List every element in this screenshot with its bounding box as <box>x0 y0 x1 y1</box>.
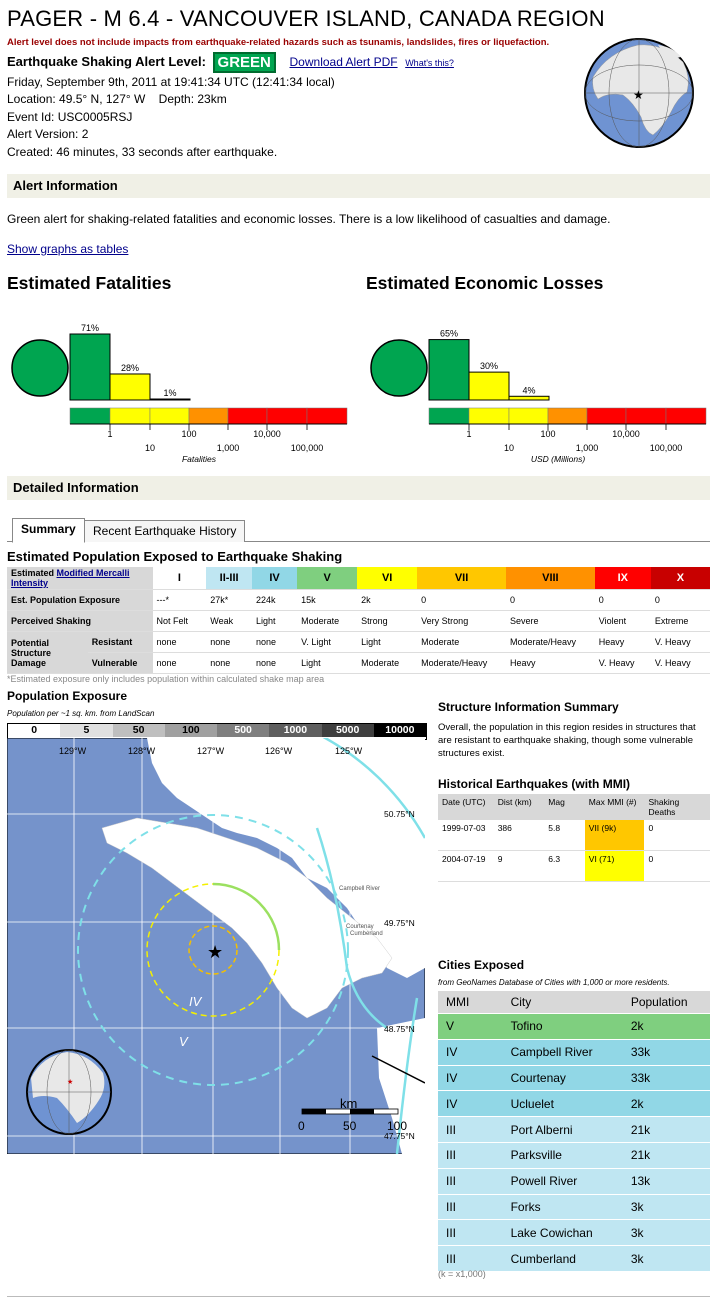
intensity-label-v: V <box>179 1034 188 1049</box>
scale-tick-1: 50 <box>343 1119 357 1133</box>
epicenter-star-icon: ★ <box>207 942 224 962</box>
city-row <box>438 1246 710 1272</box>
city-cell: 21k <box>623 1117 710 1143</box>
city-cell: Ucluelet <box>503 1091 623 1117</box>
fatalities-scale-seg-0 <box>70 408 110 424</box>
resistant-row <box>7 632 710 653</box>
event-id: Event Id: USC0005RSJ <box>7 110 133 124</box>
shaking-cell-7: Violent <box>595 611 651 632</box>
historical-col-2: Mag <box>548 797 565 807</box>
shaking-cell-5: Very Strong <box>417 611 506 632</box>
losses-tick-upper-0: 1 <box>466 429 472 439</box>
globe-locator-map <box>583 37 695 149</box>
city-row <box>438 1220 710 1246</box>
cities-subheading: from GeoNames Database of Cities with 1,000 or more residents. <box>438 978 670 987</box>
losses-scale-seg-5 <box>626 408 666 424</box>
mmi-row <box>7 567 710 590</box>
shaking-cell-3: Moderate <box>297 611 357 632</box>
historical-table <box>438 794 710 882</box>
shaking-cell-8: Extreme <box>651 611 710 632</box>
city-cell: Campbell River <box>503 1039 623 1065</box>
shaking-cell-0: Not Felt <box>153 611 207 632</box>
mmi-header-6: VIII <box>506 567 595 590</box>
city-cell: IV <box>438 1091 503 1117</box>
city-cell: III <box>438 1220 503 1246</box>
fatalities-tick-upper-2: 10,000 <box>253 429 281 439</box>
mmi-header-1: II-III <box>206 567 252 590</box>
mmi-header-5: VII <box>417 567 506 590</box>
historical-cell: 0 <box>648 854 654 864</box>
losses-axis-label: USD (Millions) <box>530 454 586 464</box>
inset-location-icon: ★ <box>67 1079 74 1086</box>
lon-label-3: 126°W <box>265 746 293 756</box>
city-row <box>438 1117 710 1143</box>
losses-scale-seg-2 <box>509 408 548 424</box>
alert-info-text: Green alert for shaking-related fatalities and economic losses. There is a low likelihood of casualties and damage. <box>7 212 611 226</box>
losses-scale-seg-3 <box>548 408 587 424</box>
lat-label-3: 47.75°N <box>384 1131 415 1141</box>
pop-exposure-heading: Population Exposure <box>7 689 128 703</box>
damage-row-label: Potential Structure Damage <box>7 632 88 674</box>
alert-version: Alert Version: 2 <box>7 127 89 141</box>
losses-scale-seg-0 <box>429 408 469 424</box>
vulnerable-cell-6: Heavy <box>506 653 595 674</box>
mmi-header-4: VI <box>357 567 417 590</box>
mmi-header-7: IX <box>595 567 651 590</box>
alert-level-row <box>7 52 454 73</box>
vulnerable-row <box>7 653 710 674</box>
fatalities-bar-label-0: 71% <box>80 323 100 333</box>
resistant-cell-2: none <box>252 632 297 653</box>
city-cell: V <box>438 1014 503 1040</box>
population-row-label: Est. Population Exposure <box>7 590 153 611</box>
shaking-cell-2: Light <box>252 611 297 632</box>
fatalities-tick-lower-0: 10 <box>144 443 156 453</box>
city-cell: Powell River <box>503 1168 623 1194</box>
population-cell-7: 0 <box>595 590 651 611</box>
tab-recent-history[interactable]: Recent Earthquake History <box>84 520 245 542</box>
cities-heading: Cities Exposed <box>438 958 525 972</box>
losses-tick-lower-0: 10 <box>503 443 515 453</box>
losses-bar-1 <box>469 372 509 400</box>
resistant-cell-5: Moderate <box>417 632 506 653</box>
legend-item-7: 10000 <box>374 724 426 737</box>
fatalities-chart <box>7 320 352 465</box>
structure-text: Overall, the population in this region resides in structures that are resistant to earthquake shaking, though some vulnerable structures exist. <box>438 722 696 759</box>
shaking-row <box>7 611 710 632</box>
losses-tick-upper-1: 100 <box>540 429 556 439</box>
city-cell: Port Alberni <box>503 1117 623 1143</box>
historical-cell: 2004-07-19 <box>442 854 486 864</box>
pop-exposure-subheading: Population per ~1 sq. km. from LandScan <box>7 709 155 718</box>
cities-col-0: MMI <box>438 991 503 1014</box>
lat-label-1: 49.75°N <box>384 918 415 928</box>
vulnerable-label: Vulnerable <box>88 653 153 674</box>
alert-level-badge: GREEN <box>213 52 276 73</box>
shaking-cell-4: Strong <box>357 611 417 632</box>
losses-bar-0 <box>429 340 469 400</box>
losses-bar-label-0: 65% <box>439 328 459 339</box>
place-label-0: Campbell River <box>339 886 381 892</box>
vulnerable-cell-2: none <box>252 653 297 674</box>
city-row <box>438 1142 710 1168</box>
population-cell-0: ---* <box>153 590 207 611</box>
resistant-label: Resistant <box>88 632 153 653</box>
historical-cell: 1999-07-03 <box>442 823 486 833</box>
city-cell: IV <box>438 1065 503 1091</box>
shaking-row-label: Perceived Shaking <box>7 611 153 632</box>
population-map <box>7 738 425 1154</box>
losses-bar-label-1: 30% <box>479 361 499 372</box>
download-pdf-link[interactable]: Download Alert PDF <box>289 54 398 69</box>
city-cell: III <box>438 1246 503 1272</box>
city-cell: 3k <box>623 1246 710 1272</box>
legend-item-4: 500 <box>217 724 269 737</box>
city-cell: 3k <box>623 1194 710 1220</box>
fatalities-scale-seg-1 <box>110 408 150 424</box>
historical-heading: Historical Earthquakes (with MMI) <box>438 777 631 791</box>
legend-item-0: 0 <box>8 724 60 737</box>
legend-item-5: 1000 <box>269 724 321 737</box>
resistant-cell-4: Light <box>357 632 417 653</box>
city-cell: 13k <box>623 1168 710 1194</box>
losses-bar-label-2: 4% <box>522 385 536 396</box>
losses-alert-circle-icon <box>371 340 427 396</box>
vulnerable-cell-5: Moderate/Heavy <box>417 653 506 674</box>
population-cell-6: 0 <box>506 590 595 611</box>
fatalities-alert-circle-icon <box>12 340 68 396</box>
population-row <box>7 590 710 611</box>
population-cell-2: 224k <box>252 590 297 611</box>
lon-label-4: 125°W <box>335 746 363 756</box>
historical-cell: 5.8 <box>548 823 561 833</box>
resistant-cell-8: V. Heavy <box>651 632 710 653</box>
fatalities-tick-lower-2: 100,000 <box>290 443 324 453</box>
cities-footnote: (k = x1,000) <box>438 1269 486 1279</box>
city-cell: 2k <box>623 1091 710 1117</box>
population-cell-8: 0 <box>651 590 710 611</box>
exposure-footnote: *Estimated exposure only includes population within calculated shake map area <box>7 674 325 684</box>
event-date: Friday, September 9th, 2011 at 19:41:34 UTC (12:41:34 local) <box>7 75 335 89</box>
show-graphs-link[interactable]: Show graphs as tables <box>7 242 129 256</box>
city-cell: 33k <box>623 1039 710 1065</box>
city-cell: Cumberland <box>503 1246 623 1272</box>
historical-cell: VII (9k) <box>585 820 645 851</box>
cities-table <box>438 991 710 1272</box>
event-location: Location: 49.5° N, 127° W Depth: 23km <box>7 92 227 106</box>
place-label-2: Cumberland <box>350 931 383 937</box>
historical-col-4: Shaking Deaths <box>648 797 680 817</box>
mmi-header-0: I <box>153 567 207 590</box>
lon-label-1: 128°W <box>128 746 156 756</box>
historical-cell: 0 <box>648 823 654 833</box>
fatalities-tick-upper-1: 100 <box>181 429 197 439</box>
created-time: Created: 46 minutes, 33 seconds after earthquake. <box>7 145 278 159</box>
city-row <box>438 1194 710 1220</box>
historical-col-0: Date (UTC) <box>442 797 486 807</box>
fatalities-scale-seg-5 <box>267 408 307 424</box>
historical-row <box>438 851 710 882</box>
city-cell: Tofino <box>503 1014 623 1040</box>
vulnerable-cell-3: Light <box>297 653 357 674</box>
alert-warning: Alert level does not include impacts from earthquake-related hazards such as tsunamis, landslides, fires or liquefaction. <box>7 37 550 48</box>
losses-tick-lower-2: 100,000 <box>649 443 683 453</box>
city-cell: Courtenay <box>503 1065 623 1091</box>
vulnerable-cell-0: none <box>153 653 207 674</box>
city-cell: III <box>438 1142 503 1168</box>
vulnerable-cell-1: none <box>206 653 252 674</box>
structure-heading: Structure Information Summary <box>438 700 619 714</box>
mmi-link[interactable]: Modified Mercalli Intensity <box>11 568 130 588</box>
vulnerable-cell-8: V. Heavy <box>651 653 710 674</box>
city-cell: 2k <box>623 1014 710 1040</box>
city-row <box>438 1091 710 1117</box>
city-row <box>438 1039 710 1065</box>
city-cell: III <box>438 1117 503 1143</box>
fatalities-axis-label: Fatalities <box>181 454 217 464</box>
fatalities-scale-seg-3 <box>189 408 228 424</box>
losses-tick-upper-2: 10,000 <box>612 429 640 439</box>
losses-tick-lower-1: 1,000 <box>575 443 599 453</box>
mmi-row-label: Estimated Modified Mercalli Intensity <box>7 567 153 590</box>
legend-item-6: 5000 <box>322 724 374 737</box>
fatalities-bar-0 <box>70 334 110 400</box>
losses-scale-seg-6 <box>666 408 706 424</box>
city-cell: IV <box>438 1039 503 1065</box>
legend-item-3: 100 <box>165 724 217 737</box>
historical-cell: VI (71) <box>585 851 645 882</box>
city-cell: III <box>438 1168 503 1194</box>
whats-this-link[interactable]: What's this? <box>405 57 454 68</box>
city-cell: 3k <box>623 1220 710 1246</box>
city-cell: 33k <box>623 1065 710 1091</box>
population-cell-1: 27k* <box>206 590 252 611</box>
population-cell-3: 15k <box>297 590 357 611</box>
page-title: PAGER - M 6.4 - VANCOUVER ISLAND, CANADA REGION <box>7 6 605 31</box>
vulnerable-cell-4: Moderate <box>357 653 417 674</box>
exposure-table <box>7 567 710 674</box>
mmi-header-2: IV <box>252 567 297 590</box>
vulnerable-cell-7: V. Heavy <box>595 653 651 674</box>
historical-cell: 9 <box>497 854 503 864</box>
lat-label-2: 48.75°N <box>384 1024 415 1034</box>
city-row <box>438 1065 710 1091</box>
fatalities-scale-seg-6 <box>307 408 347 424</box>
lon-label-2: 127°W <box>197 746 225 756</box>
city-cell: Parksville <box>503 1142 623 1168</box>
legend-item-1: 5 <box>60 724 112 737</box>
resistant-cell-7: Heavy <box>595 632 651 653</box>
detailed-info-heading: Detailed Information <box>7 476 710 500</box>
losses-bar-2 <box>509 396 549 400</box>
historical-cell: 6.3 <box>548 854 561 864</box>
resistant-cell-6: Moderate/Heavy <box>506 632 595 653</box>
city-row <box>438 1168 710 1194</box>
lat-label-0: 50.75°N <box>384 809 415 819</box>
city-cell: 21k <box>623 1142 710 1168</box>
legend-item-2: 50 <box>113 724 165 737</box>
historical-row <box>438 820 710 851</box>
resistant-cell-3: V. Light <box>297 632 357 653</box>
alert-info-heading: Alert Information <box>7 174 710 198</box>
population-cell-4: 2k <box>357 590 417 611</box>
historical-col-1: Dist (km) <box>497 797 532 807</box>
exposure-heading: Estimated Population Exposed to Earthquake Shaking <box>7 549 343 564</box>
intensity-label-iv: IV <box>189 994 202 1009</box>
alert-level-label: Earthquake Shaking Alert Level: <box>7 53 206 69</box>
cities-col-1: City <box>503 991 623 1014</box>
resistant-cell-1: none <box>206 632 252 653</box>
mmi-header-8: X <box>651 567 710 590</box>
fatalities-bar-label-2: 1% <box>163 388 177 398</box>
losses-chart <box>366 320 711 465</box>
fatalities-tick-upper-0: 1 <box>107 429 113 439</box>
epicenter-star-icon: ★ <box>633 88 644 102</box>
cities-col-2: Population <box>623 991 710 1014</box>
place-label-1: Courtenay <box>346 924 374 930</box>
city-cell: III <box>438 1194 503 1220</box>
historical-cell: 386 <box>497 823 512 833</box>
city-row <box>438 1014 710 1040</box>
fatalities-bar-label-1: 28% <box>120 362 140 373</box>
city-cell: Lake Cowichan <box>503 1220 623 1246</box>
fatalities-bar-1 <box>110 374 150 400</box>
population-cell-5: 0 <box>417 590 506 611</box>
losses-scale-seg-4 <box>587 408 626 424</box>
fatalities-heading: Estimated Fatalities <box>7 273 172 293</box>
scale-km-label: km <box>340 1096 358 1111</box>
scale-tick-2: 100 <box>387 1119 408 1133</box>
city-cell: Forks <box>503 1194 623 1220</box>
resistant-cell-0: none <box>153 632 207 653</box>
losses-scale-seg-1 <box>469 408 509 424</box>
mmi-header-3: V <box>297 567 357 590</box>
shaking-cell-6: Severe <box>506 611 595 632</box>
scale-tick-0: 0 <box>298 1119 305 1133</box>
historical-col-3: Max MMI (#) <box>588 797 637 807</box>
fatalities-scale-seg-4 <box>228 408 267 424</box>
fatalities-bar-2 <box>150 399 190 400</box>
lon-label-0: 129°W <box>59 746 87 756</box>
fatalities-tick-lower-1: 1,000 <box>216 443 240 453</box>
losses-heading: Estimated Economic Losses <box>366 273 604 293</box>
tab-summary[interactable]: Summary <box>12 518 85 543</box>
shaking-cell-1: Weak <box>206 611 252 632</box>
fatalities-scale-seg-2 <box>150 408 189 424</box>
